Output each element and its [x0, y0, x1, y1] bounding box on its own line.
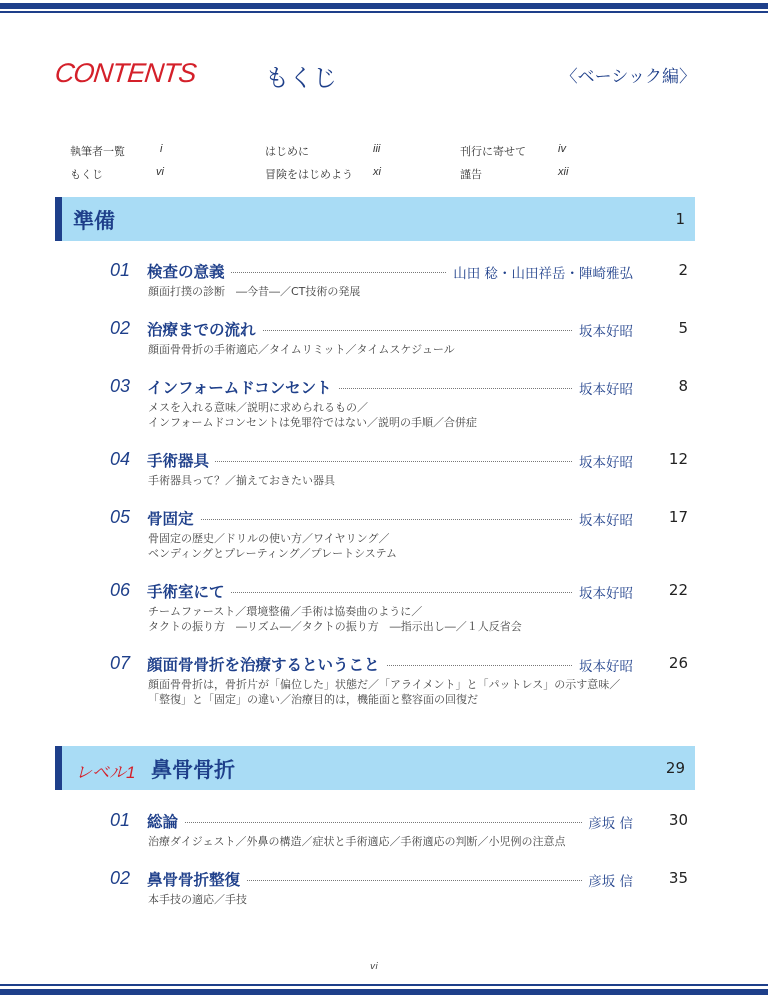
chapter-author: 坂本好昭 — [573, 320, 633, 340]
section-page: 1 — [675, 210, 685, 228]
edition-label: 〈ベーシック編〉 — [560, 67, 696, 87]
chapter-page: 22 — [668, 581, 688, 599]
front-item-page: i — [160, 143, 163, 155]
page-title: もくじ — [265, 64, 337, 92]
chapter-number: 02 — [110, 868, 131, 888]
chapter-author: 坂本好昭 — [573, 655, 633, 675]
section-header-nasal-fracture[interactable] — [55, 746, 695, 790]
top-border-thin — [0, 11, 768, 13]
dot-leader — [150, 519, 628, 520]
chapter-author: 坂本好昭 — [573, 451, 633, 471]
chapter-page: 5 — [678, 319, 688, 337]
bottom-border-thick — [0, 989, 768, 995]
chapter-subtopics: タクトの振り方 ―リズム―／タクトの振り方 ―指示出し―／１人反省会 — [148, 620, 522, 633]
chapter-number: 03 — [110, 376, 131, 396]
section-page: 29 — [665, 759, 685, 777]
chapter-subtopics: 顔面打撲の診断 ―今昔―／CT技術の発展 — [148, 285, 361, 298]
chapter-author: 坂本好昭 — [573, 582, 633, 602]
bottom-border-thin — [0, 984, 768, 986]
contents-logo: CONTENTS — [53, 58, 198, 88]
front-item[interactable] — [460, 166, 569, 182]
front-item-page: xii — [558, 166, 569, 178]
chapter-page: 26 — [668, 654, 688, 672]
chapter-author: 山田 稔・山田祥岳・陣崎雅弘 — [447, 262, 633, 282]
toc-entry[interactable] — [0, 649, 768, 707]
chapter-number: 02 — [110, 318, 131, 338]
chapter-title[interactable]: 総論 — [147, 810, 184, 832]
chapter-number: 06 — [110, 580, 131, 600]
toc-entry-row[interactable] — [0, 372, 768, 400]
toc-entry-row[interactable] — [0, 503, 768, 531]
chapter-author: 坂本好昭 — [573, 509, 633, 529]
chapter-author: 彦坂 信 — [582, 812, 633, 832]
chapter-page: 12 — [668, 450, 688, 468]
chapter-title[interactable]: 手術室にて — [147, 580, 231, 602]
front-item-label: はじめに — [265, 145, 309, 158]
toc-entry-row[interactable] — [0, 864, 768, 892]
chapter-subtopics: 顔面骨骨折は，骨折片が「偏位した」状態だ／「アライメント」と「パットレス」の示す意味／ — [148, 678, 621, 691]
chapter-page: 2 — [678, 261, 688, 279]
front-item-label: 謹告 — [460, 168, 482, 181]
toc-entry-row[interactable] — [0, 256, 768, 284]
chapter-title[interactable]: 顔面骨骨折を治療するということ — [147, 653, 386, 675]
front-item[interactable] — [460, 143, 566, 159]
chapter-number: 04 — [110, 449, 131, 469]
front-item-label: もくじ — [70, 168, 103, 181]
toc-entry-row[interactable] — [0, 314, 768, 342]
chapter-title[interactable]: 手術器具 — [147, 449, 215, 471]
toc-entry-row[interactable] — [0, 806, 768, 834]
chapter-subtopics: チームファースト／環境整備／手術は協奏曲のように／ — [148, 605, 423, 618]
front-item-label: 執筆者一覧 — [70, 145, 125, 158]
section-title: 準備 — [73, 209, 115, 233]
level-label: レベル1 — [75, 763, 136, 782]
chapter-subtopics: 本手技の適応／手技 — [148, 893, 247, 906]
toc-entry[interactable] — [0, 576, 768, 634]
dot-leader — [150, 822, 628, 823]
chapter-page: 35 — [668, 869, 688, 887]
dot-leader — [150, 461, 628, 462]
chapter-title[interactable]: インフォームドコンセント — [147, 376, 338, 398]
chapter-subtopics: インフォームドコンセントは免罪符ではない／説明の手順／合併症 — [148, 416, 478, 429]
chapter-subtopics: 骨固定の歴史／ドリルの使い方／ワイヤリング／ — [148, 532, 390, 545]
toc-entry-row[interactable] — [0, 576, 768, 604]
section-title: 鼻骨骨折 — [151, 758, 235, 782]
chapter-subtopics: メスを入れる意味／説明に求められるもの／ — [148, 401, 368, 414]
page-number: vi — [370, 962, 378, 972]
chapter-number: 05 — [110, 507, 131, 527]
chapter-title[interactable]: 骨固定 — [147, 507, 200, 529]
toc-entry[interactable] — [0, 256, 768, 299]
chapter-page: 8 — [678, 377, 688, 395]
chapter-page: 30 — [668, 811, 688, 829]
front-item-page: vi — [156, 166, 164, 178]
chapter-author: 彦坂 信 — [582, 870, 633, 890]
top-border-thick — [0, 3, 768, 9]
section-entries — [0, 806, 768, 922]
front-item[interactable] — [265, 166, 381, 182]
toc-entry[interactable] — [0, 372, 768, 430]
section-header-preparation[interactable] — [55, 197, 695, 241]
chapter-subtopics: 治療ダイジェスト／外鼻の構造／症状と手術適応／手術適応の判断／小児例の注意点 — [148, 835, 566, 848]
chapter-number: 07 — [110, 653, 131, 673]
front-item-page: xi — [373, 166, 381, 178]
chapter-author: 坂本好昭 — [573, 378, 633, 398]
front-item-page: iii — [373, 143, 381, 155]
front-item[interactable] — [70, 143, 163, 159]
chapter-number: 01 — [110, 260, 131, 280]
chapter-subtopics: 顔面骨骨折の手術適応／タイムリミット／タイムスケジュール — [148, 343, 455, 356]
front-item-page: iv — [558, 143, 566, 155]
chapter-page: 17 — [668, 508, 688, 526]
toc-entry[interactable] — [0, 503, 768, 561]
chapter-subtopics: 手術器具って？／揃えておきたい器具 — [148, 474, 335, 487]
front-item[interactable] — [265, 143, 381, 159]
front-item-label: 刊行に寄せて — [460, 145, 526, 158]
section-entries — [0, 256, 768, 722]
chapter-title[interactable]: 鼻骨骨折整復 — [147, 868, 246, 890]
toc-entry[interactable] — [0, 445, 768, 488]
front-item-label: 冒険をはじめよう — [265, 168, 353, 181]
chapter-number: 01 — [110, 810, 131, 830]
toc-entry-row[interactable] — [0, 649, 768, 677]
toc-entry-row[interactable] — [0, 445, 768, 473]
front-item[interactable] — [70, 166, 164, 182]
chapter-subtopics: ベンディングとプレーティング／プレートシステム — [148, 547, 398, 560]
toc-entry[interactable] — [0, 314, 768, 357]
toc-entry[interactable] — [0, 806, 768, 849]
toc-entry[interactable] — [0, 864, 768, 907]
chapter-title[interactable]: 検査の意義 — [147, 260, 231, 282]
chapter-subtopics: 「整復」と「固定」の違い／治療目的は，機能面と整容面の回復だ — [148, 693, 478, 706]
chapter-title[interactable]: 治療までの流れ — [147, 318, 262, 340]
